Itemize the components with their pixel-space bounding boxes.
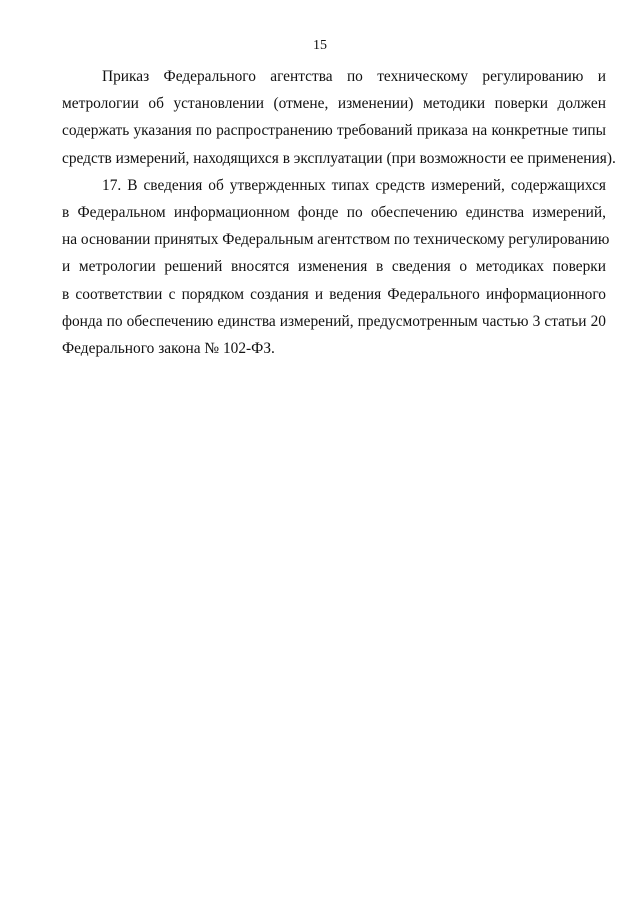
paragraph-line: метрологии об установлении (отмене, изменении) методики поверки должен — [62, 95, 606, 113]
paragraph-1 — [62, 63, 616, 172]
paragraph-line: фонда по обеспечению единства измерений, предусмотренным частью 3 статьи 20 — [62, 312, 606, 330]
page-number: 15 — [313, 38, 327, 53]
paragraph-line: и метрологии решений вносятся изменения в сведения о методиках поверки — [62, 258, 606, 276]
paragraph-line: содержать указания по распространению требований приказа на конкретные типы — [62, 122, 606, 140]
paragraph-line: 17. В сведения об утвержденных типах средств измерений, содержащихся — [102, 176, 606, 194]
paragraph-line: Федерального закона № 102-ФЗ. — [62, 339, 275, 357]
document-body — [62, 63, 616, 362]
paragraph-line: на основании принятых Федеральным агентством по техническому регулированию — [62, 231, 610, 249]
paragraph-2 — [62, 172, 610, 362]
paragraph-line: средств измерений, находящихся в эксплуатации (при возможности ее применения). — [62, 149, 616, 167]
paragraph-line: в Федеральном информационном фонде по обеспечению единства измерений, — [62, 203, 606, 221]
paragraph-line: Приказ Федерального агентства по техническому регулированию и — [102, 68, 606, 85]
paragraph-line: в соответствии с порядком создания и ведения Федерального информационного — [62, 285, 606, 303]
